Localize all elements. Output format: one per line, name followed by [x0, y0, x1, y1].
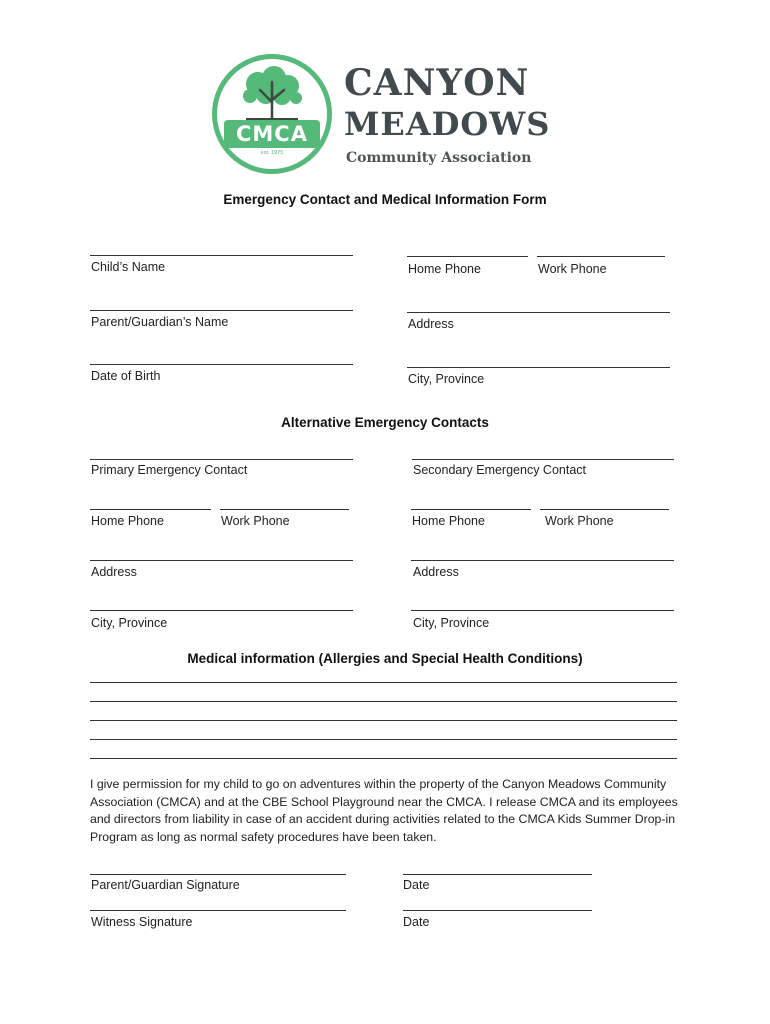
primary-address-label: Address — [91, 565, 137, 579]
secondary-work-phone-label: Work Phone — [545, 514, 614, 528]
primary-city-label: City, Province — [91, 616, 168, 630]
secondary-address-field[interactable] — [411, 560, 674, 561]
parent-signature-label: Parent/Guardian Signature — [91, 878, 240, 892]
primary-contact-field[interactable] — [90, 459, 353, 460]
secondary-address-label: Address — [413, 565, 459, 579]
brand-name-line2: MEADOWS — [344, 105, 551, 143]
secondary-work-phone-field[interactable] — [540, 509, 669, 510]
secondary-home-phone-field[interactable] — [411, 509, 531, 510]
address-label: Address — [408, 317, 454, 331]
medical-line[interactable] — [90, 758, 677, 759]
secondary-contact-field[interactable] — [412, 459, 674, 460]
dob-label: Date of Birth — [91, 369, 161, 383]
secondary-contact-label: Secondary Emergency Contact — [413, 463, 587, 477]
secondary-city-label: City, Province — [413, 616, 490, 630]
parent-date-label: Date — [403, 878, 430, 892]
dob-field[interactable] — [90, 364, 353, 365]
city-label: City, Province — [408, 372, 485, 386]
primary-work-phone-field[interactable] — [220, 509, 349, 510]
witness-date-field[interactable] — [403, 910, 592, 911]
city-field[interactable] — [407, 367, 670, 368]
parent-date-field[interactable] — [403, 874, 592, 875]
primary-home-phone-field[interactable] — [90, 509, 211, 510]
medical-line[interactable] — [90, 701, 677, 702]
form-title: Emergency Contact and Medical Information Form — [223, 192, 547, 207]
witness-signature-label: Witness Signature — [91, 915, 193, 929]
address-field[interactable] — [407, 312, 670, 313]
primary-address-field[interactable] — [90, 560, 353, 561]
parent-name-label: Parent/Guardian’s Name — [91, 315, 229, 329]
medical-line[interactable] — [90, 682, 677, 683]
alt-contacts-heading: Alternative Emergency Contacts — [281, 415, 489, 430]
child-name-label: Child’s Name — [91, 260, 166, 274]
witness-signature-field[interactable] — [90, 910, 346, 911]
primary-home-phone-label: Home Phone — [91, 514, 164, 528]
logo-badge: CMCA — [224, 120, 320, 148]
witness-date-label: Date — [403, 915, 430, 929]
tree-icon — [236, 66, 308, 122]
medical-heading: Medical information (Allergies and Special Health Conditions) — [187, 651, 583, 666]
secondary-home-phone-label: Home Phone — [412, 514, 485, 528]
primary-work-phone-label: Work Phone — [221, 514, 290, 528]
home-phone-label: Home Phone — [408, 262, 481, 276]
consent-paragraph: I give permission for my child to go on adventures within the property of the Canyon Meadows Community Association (CMCA) and at the CBE School Playground near the CMCA. I release CMCA and its employees and directors from liability in case of an accident during activities related to the CMCA Kids Summer Drop-in Program as long as normal safety procedures have been taken. — [90, 777, 678, 844]
secondary-city-field[interactable] — [411, 610, 674, 611]
logo-est-text: est. 1975 — [260, 150, 284, 156]
home-phone-field[interactable] — [407, 256, 528, 257]
primary-city-field[interactable] — [90, 610, 353, 611]
brand-name-line3: Community Association — [346, 150, 532, 166]
medical-line[interactable] — [90, 720, 677, 721]
work-phone-label: Work Phone — [538, 262, 607, 276]
parent-name-field[interactable] — [90, 310, 353, 311]
child-name-field[interactable] — [90, 255, 353, 256]
brand-name-line1: CANYON — [344, 62, 530, 104]
work-phone-field[interactable] — [537, 256, 665, 257]
primary-contact-label: Primary Emergency Contact — [91, 463, 248, 477]
parent-signature-field[interactable] — [90, 874, 346, 875]
medical-line[interactable] — [90, 739, 677, 740]
